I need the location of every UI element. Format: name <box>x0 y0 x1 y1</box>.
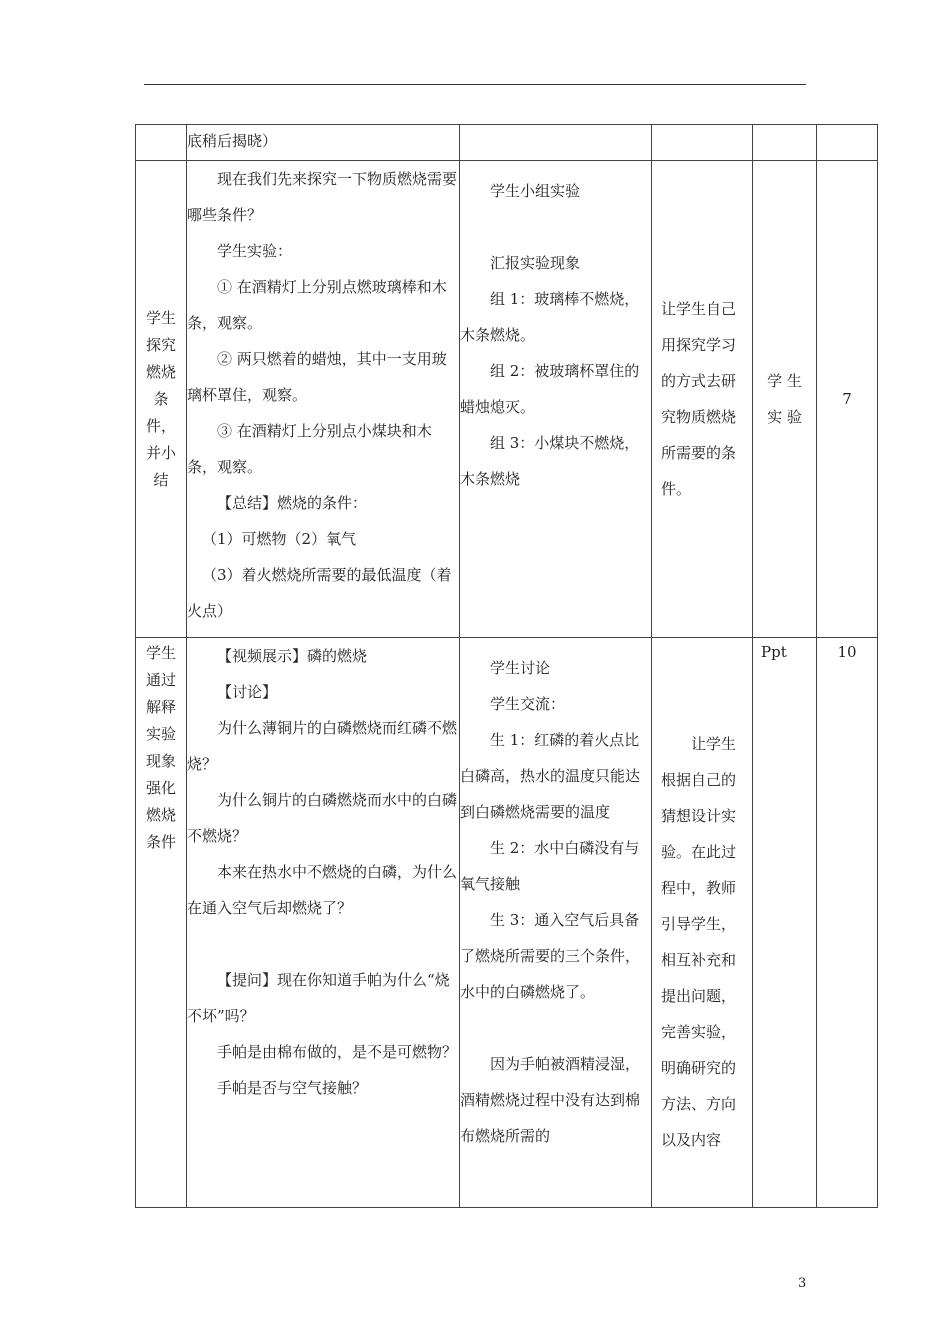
student-discussion: 学生讨论 <box>490 659 551 677</box>
page-number: 3 <box>798 1276 807 1291</box>
group-result: 组 1：玻璃棒不燃烧，木条燃烧。 <box>460 290 640 344</box>
summary-heading: 【总结】燃烧的条件： <box>217 494 368 512</box>
condition-text: （3）着火燃烧所需要的最低温度（着火点） <box>187 566 452 620</box>
student-answer: 生 2：水中白磷没有与氧气接触 <box>460 839 640 893</box>
time-cell <box>817 161 878 638</box>
experiment-label: 学生实验： <box>217 242 293 260</box>
intent-cell <box>652 125 753 161</box>
discussion-question: 为什么铜片的白磷燃烧而水中的白磷不燃烧？ <box>187 791 458 845</box>
table-row <box>136 638 878 1208</box>
student-exchange: 学生交流： <box>490 695 566 713</box>
student-activity-cell <box>460 638 652 1208</box>
discussion-question: 为什么薄铜片的白磷燃烧而红磷不燃烧？ <box>187 719 458 773</box>
intent-cell <box>652 161 753 638</box>
group-result: 组 3：小煤块不燃烧，木条燃烧 <box>460 434 640 488</box>
teacher-activity-cell <box>187 161 460 638</box>
experiment-step: ③ 在酒精灯上分别点小煤块和木条，观察。 <box>187 422 432 476</box>
student-activity-cell <box>460 161 652 638</box>
teacher-activity-cell <box>187 125 460 161</box>
student-answer: 生 1：红磷的着火点比白磷高，热水的温度只能达到白磷燃烧需要的温度 <box>460 731 641 821</box>
group-result: 组 2：被玻璃杯罩住的蜡烛熄灭。 <box>460 362 640 416</box>
condition-text: （1）可燃物（2）氧气 <box>202 530 357 548</box>
experiment-step: ② 两只燃着的蜡烛，其中一支用玻璃杯罩住，观察。 <box>187 350 447 404</box>
table-row <box>136 161 878 638</box>
intent-text: 让学生自己用探究学习的方式去研究物质燃烧所需要的条件。 <box>661 300 737 498</box>
row0-content: 底稍后揭晓） <box>187 132 278 150</box>
stage-cell <box>136 125 187 161</box>
stage-text: 学生 通过 解释 实验 现象 强化 燃烧 条件 <box>145 644 176 851</box>
method-cell <box>753 638 817 1208</box>
student-reason: 因为手帕被酒精浸湿，酒精燃烧过程中没有达到棉布燃烧所需的 <box>460 1055 641 1145</box>
discussion-heading: 【讨论】 <box>217 683 278 701</box>
discussion-question: 手帕是否与空气接触？ <box>217 1079 368 1097</box>
intent-cell <box>652 638 753 1208</box>
stage-cell <box>136 161 187 638</box>
method-text: 学 生 实 验 <box>767 372 802 426</box>
discussion-question: 本来在热水中不燃烧的白磷，为什么在通入空气后却燃烧了？ <box>187 863 458 917</box>
time-cell <box>817 638 878 1208</box>
intent-text: 让学生根据自己的猜想设计实验。在此过程中，教师引导学生，相互补充和提出问题，完善实验，明确研究的方法、方向以及内容 <box>661 735 737 1149</box>
table-row <box>136 125 878 161</box>
method-cell <box>753 161 817 638</box>
student-answer: 生 3：通入空气后具备了燃烧所需要的三个条件，水中的白磷燃烧了。 <box>460 911 641 1001</box>
student-group-experiment: 学生小组实验 <box>490 182 581 200</box>
stage-text: 学生 探究 燃烧 条 件， 并小 结 <box>145 308 176 489</box>
lesson-plan-table <box>135 124 878 1208</box>
teacher-activity-cell <box>187 638 460 1208</box>
experiment-step: ① 在酒精灯上分别点燃玻璃棒和木条，观察。 <box>187 278 447 332</box>
time-text: 10 <box>837 643 857 661</box>
time-text: 7 <box>842 390 852 408</box>
method-text: Ppt <box>761 643 787 661</box>
teacher-intro: 现在我们先来探究一下物质燃烧需要哪些条件？ <box>187 170 458 224</box>
student-report: 汇报实验现象 <box>490 254 581 272</box>
video-heading: 【视频展示】磷的燃烧 <box>217 647 368 665</box>
discussion-question: 手帕是由棉布做的，是不是可燃物？ <box>217 1043 458 1061</box>
question-heading: 【提问】现在你知道手帕为什么“烧不坏”吗？ <box>187 971 450 1025</box>
time-cell <box>817 125 878 161</box>
stage-cell <box>136 638 187 1208</box>
method-cell <box>753 125 817 161</box>
student-activity-cell <box>460 125 652 161</box>
header-rule <box>144 84 806 85</box>
